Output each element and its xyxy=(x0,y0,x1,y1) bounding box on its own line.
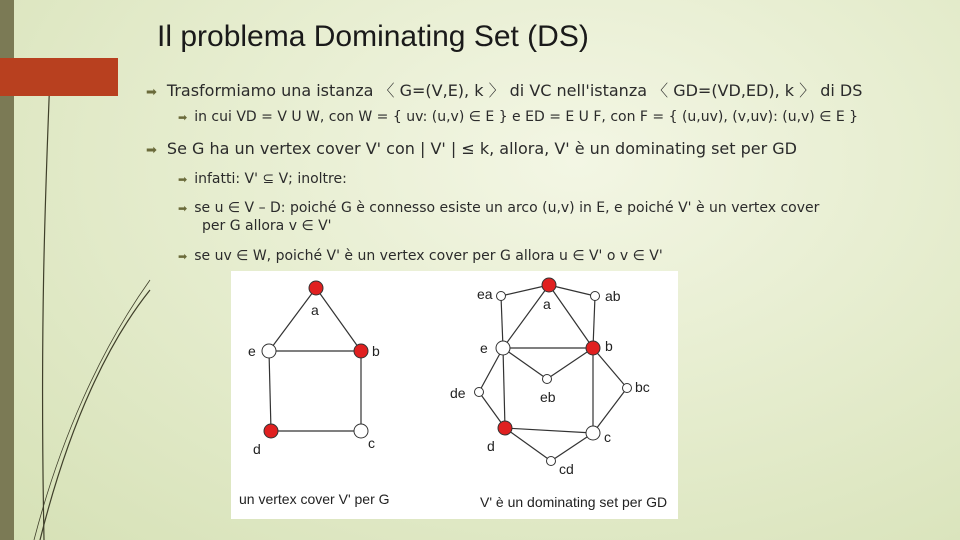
bullet-item xyxy=(178,171,347,187)
right-graph-caption: V' è un dominating set per GD xyxy=(480,494,668,510)
graph-node xyxy=(623,384,632,393)
node-label: eb xyxy=(540,389,556,405)
bullet-arrow-icon: ➡ xyxy=(178,173,188,186)
graph-node xyxy=(354,424,368,438)
left-graph xyxy=(239,281,390,507)
bullet-text: se uv ∈ W, poiché V' è un vertex cover per G allora u ∈ V' o v ∈ V' xyxy=(194,248,663,264)
bullet-arrow-icon: ➡ xyxy=(178,250,188,263)
node-label: c xyxy=(604,429,611,445)
bullet-item xyxy=(178,109,858,125)
node-label: ab xyxy=(605,288,621,304)
bullet-item xyxy=(146,139,797,158)
node-label: ea xyxy=(477,286,493,302)
graph-node-selected xyxy=(498,421,512,435)
bullet-text: Trasformiamo una istanza 〈 G=(V,E), k 〉 di VC nell'istanza 〈 GD=(VD,ED), k 〉 di DS xyxy=(166,81,863,100)
bullet-text: Se G ha un vertex cover V' con | V' | ≤ k, allora, V' è un dominating set per GD xyxy=(166,139,797,158)
node-label: d xyxy=(253,441,261,457)
bullet-text: se u ∈ V – D: poiché G è connesso esiste un arco (u,v) in E, e poiché V' è un vertex cover xyxy=(194,200,820,216)
node-label: b xyxy=(605,338,613,354)
graph-node xyxy=(543,375,552,384)
graph-node xyxy=(262,344,276,358)
graph-node-selected xyxy=(309,281,323,295)
graph-node xyxy=(497,292,506,301)
node-label: a xyxy=(543,296,551,312)
graph-node xyxy=(475,388,484,397)
graph-node xyxy=(496,341,510,355)
slide-title: Il problema Dominating Set (DS) xyxy=(157,20,589,53)
graph-node-selected xyxy=(354,344,368,358)
left-graph-caption: un vertex cover V' per G xyxy=(239,491,390,507)
node-label: de xyxy=(450,385,466,401)
node-label: a xyxy=(311,302,319,318)
bullet-continuation xyxy=(202,218,332,234)
bullet-text: infatti: V' ⊆ V; inoltre: xyxy=(194,171,347,187)
bullet-item xyxy=(146,78,862,101)
bullet-arrow-icon: ➡ xyxy=(146,143,157,158)
bullet-text: in cui VD = V U W, con W = { uv: (u,v) ∈ E } e ED = E U F, con F = { (u,uv), (v,uv): (u,v) ∈ E } xyxy=(194,109,859,125)
node-label: b xyxy=(372,343,380,359)
bullet-arrow-icon: ➡ xyxy=(146,85,157,100)
graph-node-selected xyxy=(264,424,278,438)
graph-node xyxy=(586,426,600,440)
graph-node-selected xyxy=(586,341,600,355)
title-accent-tab xyxy=(0,58,118,96)
bullet-item xyxy=(178,200,819,216)
bullet-arrow-icon: ➡ xyxy=(178,202,188,215)
right-graph xyxy=(450,278,667,510)
node-label: cd xyxy=(559,461,574,477)
graph-node-selected xyxy=(542,278,556,292)
node-label: e xyxy=(480,340,488,356)
node-label: c xyxy=(368,435,375,451)
node-label: e xyxy=(248,343,256,359)
graph-node xyxy=(547,457,556,466)
bullet-arrow-icon: ➡ xyxy=(178,111,188,124)
graph-node xyxy=(591,292,600,301)
node-label: bc xyxy=(635,379,650,395)
node-label: d xyxy=(487,438,495,454)
bullet-item xyxy=(178,248,663,264)
bullet-text: per G allora v ∈ V' xyxy=(202,218,332,234)
graph-figure xyxy=(231,271,678,519)
